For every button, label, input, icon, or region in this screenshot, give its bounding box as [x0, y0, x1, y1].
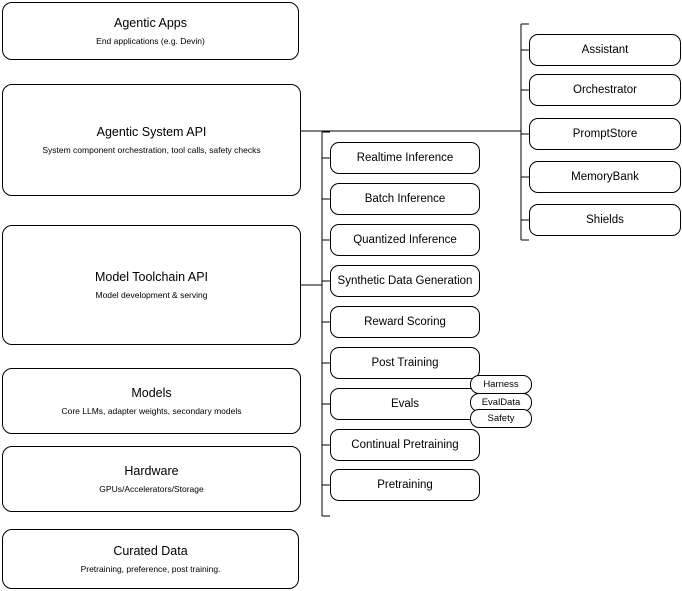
component-label: Post Training — [371, 357, 439, 369]
component-pretraining[interactable] — [330, 469, 480, 501]
component-label: Harness — [483, 379, 519, 390]
component-label: Safety — [487, 413, 515, 424]
stack-layer-agentic-apps[interactable] — [2, 2, 299, 60]
component-orchestrator[interactable] — [529, 74, 681, 106]
component-label: Evals — [390, 398, 420, 410]
stack-layer-subtitle: Core LLMs, adapter weights, secondary models — [61, 406, 242, 416]
stack-layer-subtitle: GPUs/Accelerators/Storage — [99, 484, 204, 494]
component-label: Continual Pretraining — [351, 439, 459, 451]
component-label: Reward Scoring — [364, 316, 446, 328]
component-label: Synthetic Data Generation — [337, 275, 473, 287]
component-promptstore[interactable] — [529, 118, 681, 150]
stack-layer-title: Curated Data — [113, 544, 188, 558]
component-evals-harness[interactable] — [470, 375, 532, 394]
stack-layer-curated-data[interactable] — [2, 529, 299, 589]
component-post-training[interactable] — [330, 347, 480, 379]
component-evals[interactable] — [330, 388, 480, 420]
stack-layer-subtitle: System component orchestration, tool calls, safety checks — [42, 145, 261, 155]
component-quantized-inference[interactable] — [330, 224, 480, 256]
stack-layer-hardware[interactable] — [2, 446, 301, 512]
stack-layer-subtitle: Model development & serving — [95, 290, 208, 300]
stack-layer-model-toolchain-api[interactable] — [2, 225, 301, 345]
component-label: PromptStore — [572, 128, 638, 140]
stack-layer-title: Agentic Apps — [114, 16, 187, 30]
component-assistant[interactable] — [529, 34, 681, 66]
stack-layer-title: Hardware — [124, 464, 179, 478]
component-memorybank[interactable] — [529, 161, 681, 193]
component-realtime-inference[interactable] — [330, 142, 480, 174]
stack-layer-title: Model Toolchain API — [94, 270, 209, 284]
component-label: MemoryBank — [571, 171, 639, 183]
stack-layer-subtitle: End applications (e.g. Devin) — [96, 36, 205, 46]
stack-layer-title: Models — [131, 386, 172, 400]
component-label: Realtime Inference — [356, 152, 454, 164]
component-label: Orchestrator — [573, 84, 637, 96]
stack-layer-title: Agentic System API — [96, 125, 207, 139]
component-evals-safety[interactable] — [470, 409, 532, 428]
component-batch-inference[interactable] — [330, 183, 480, 215]
stack-layer-agentic-system-api[interactable] — [2, 84, 301, 196]
component-shields[interactable] — [529, 204, 681, 236]
component-reward-scoring[interactable] — [330, 306, 480, 338]
component-label: Quantized Inference — [353, 234, 457, 246]
stack-layer-models[interactable] — [2, 368, 301, 434]
component-label: Assistant — [581, 44, 629, 56]
component-synthetic-data-generation[interactable] — [330, 265, 480, 297]
component-label: Shields — [586, 214, 624, 226]
stack-layer-subtitle: Pretraining, preference, post training. — [80, 564, 221, 574]
component-continual-pretraining[interactable] — [330, 429, 480, 461]
component-label: EvalData — [481, 397, 521, 408]
component-label: Pretraining — [377, 479, 433, 491]
component-label: Batch Inference — [364, 193, 446, 205]
